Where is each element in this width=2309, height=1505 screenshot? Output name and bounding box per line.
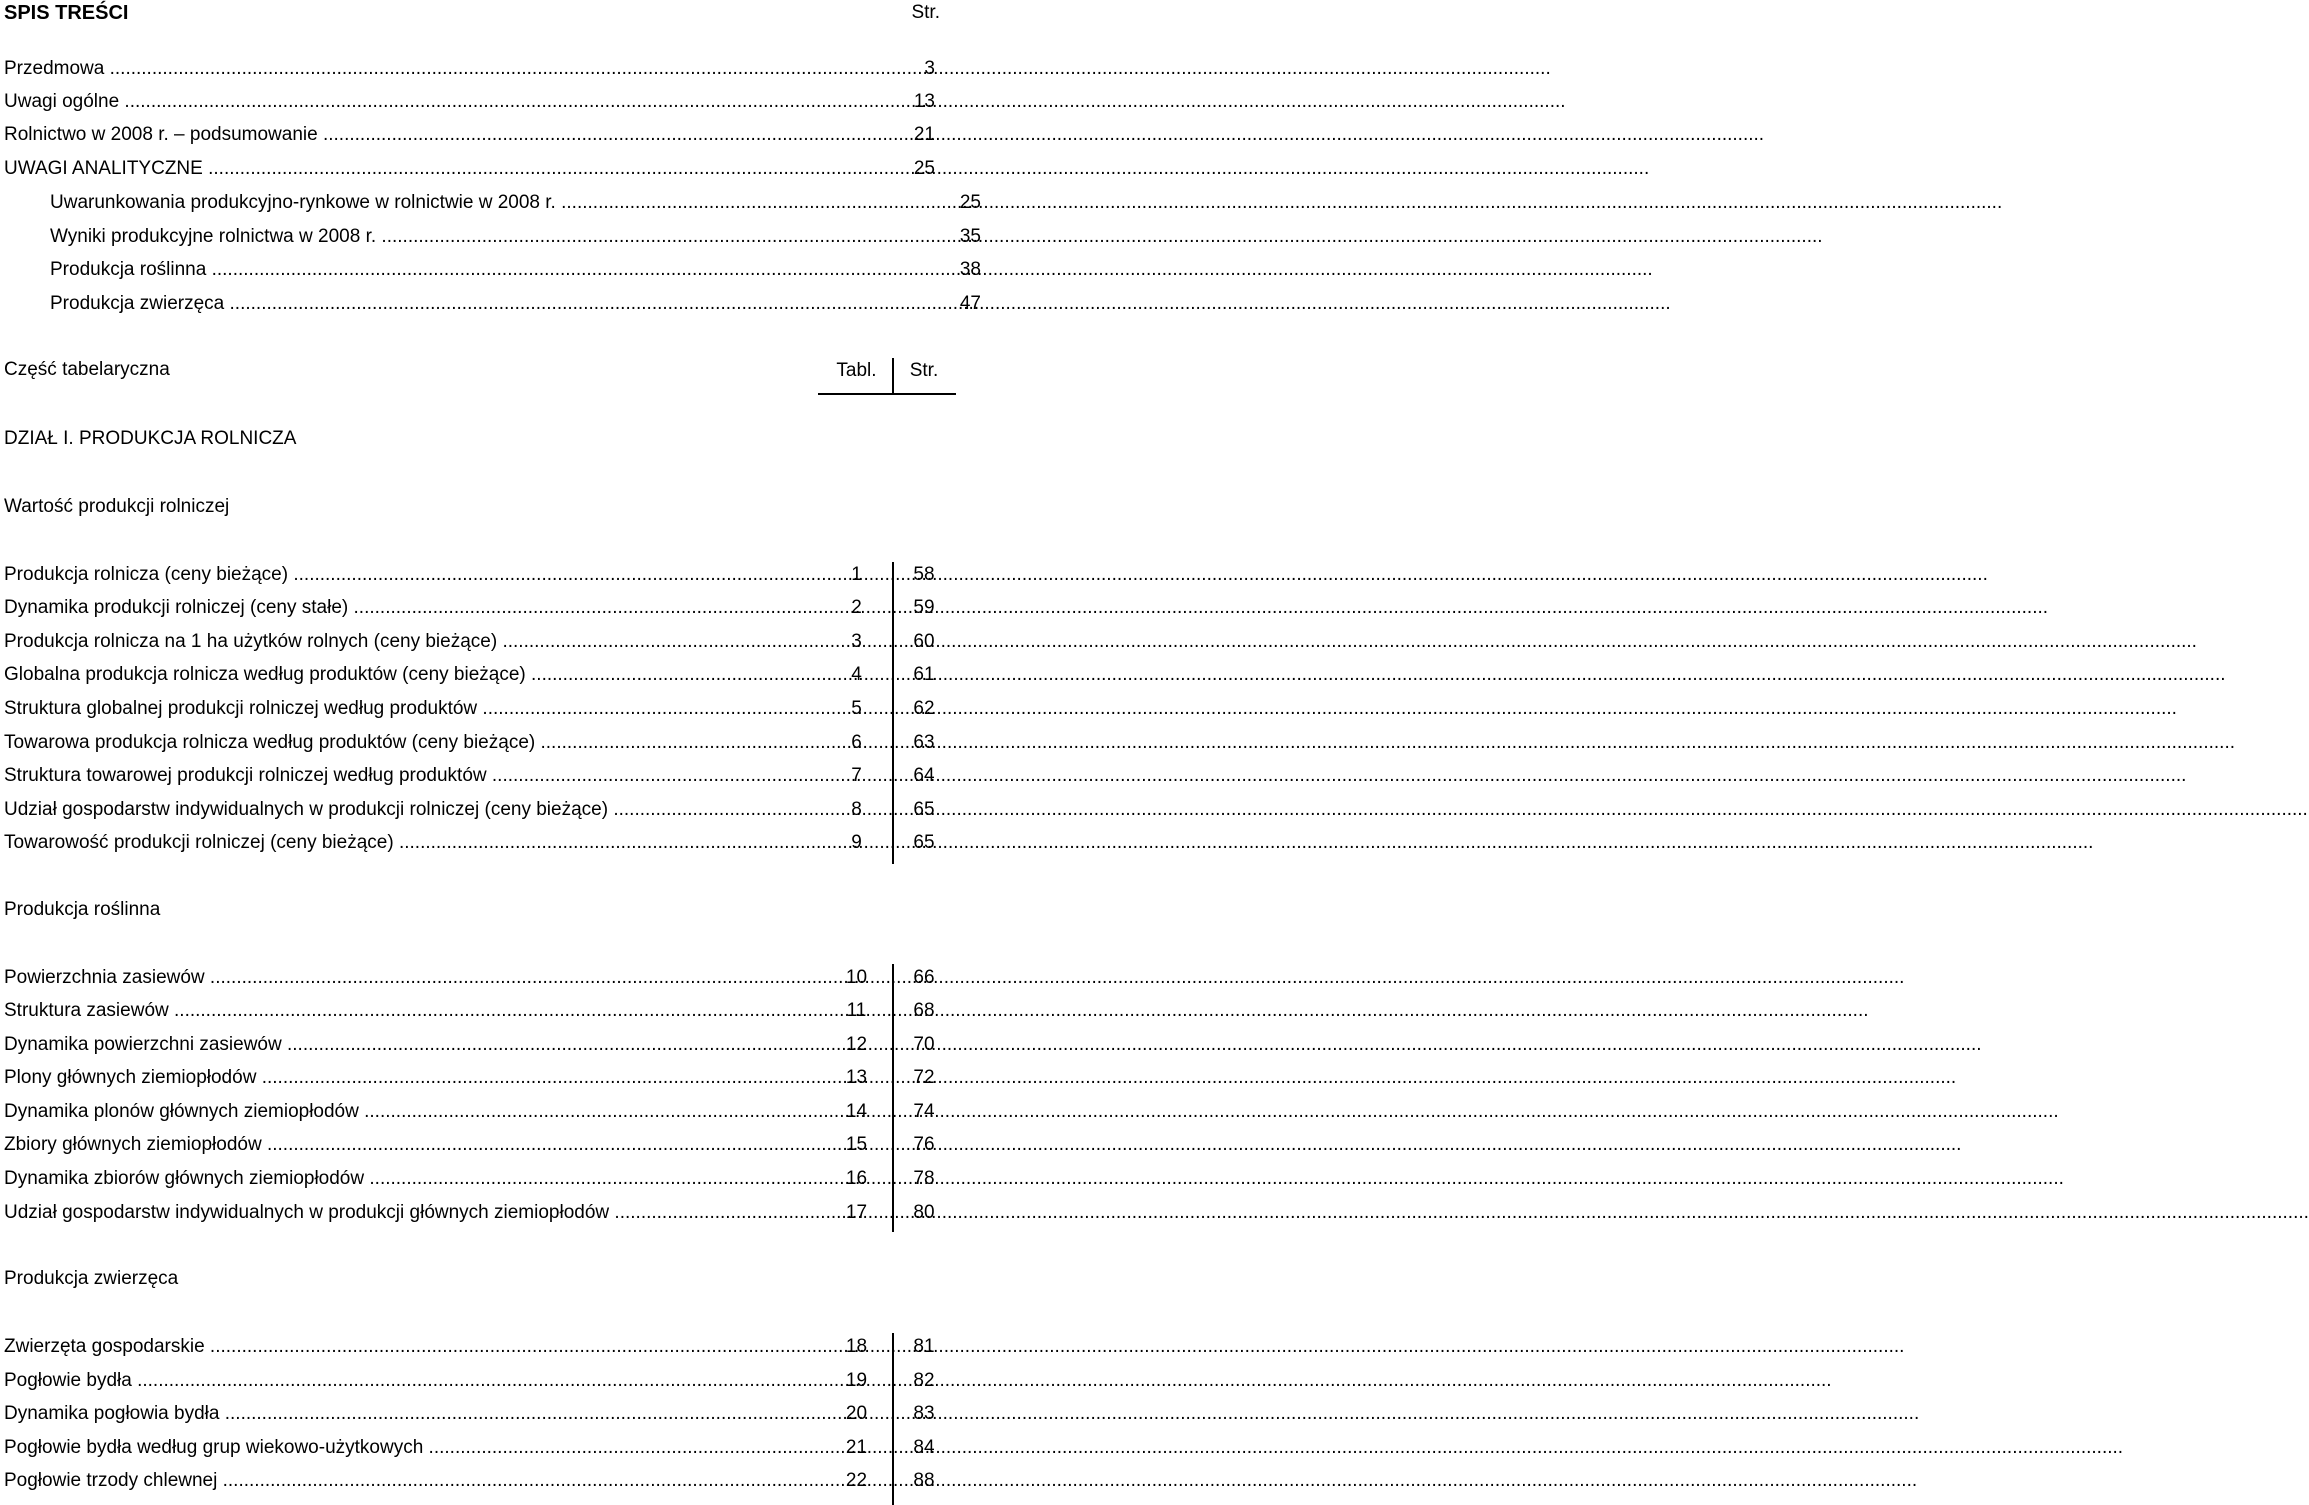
row-page: 72 [913, 1067, 935, 1088]
row-table-number: 7 [851, 765, 862, 786]
row-label: Towarowość produkcji rolniczej (ceny bieżące) ..... [4, 830, 810, 856]
row-label: Towarowa produkcja rolnicza według produktów (ceny bieżące) ..... [4, 730, 810, 756]
table-row[interactable] [4, 1032, 956, 1058]
row-table-number: 21 [845, 1437, 868, 1458]
division-heading: DZIAŁ I. PRODUKCJA ROLNICZA [4, 428, 297, 449]
row-label: Pogłowie bydła według grup wiekowo-użytkowych ..... [4, 1435, 810, 1461]
table-row[interactable] [4, 662, 956, 688]
toc-entry[interactable] [4, 123, 935, 147]
row-table-number: 8 [851, 799, 862, 820]
table-row[interactable] [4, 763, 956, 789]
table-row[interactable] [4, 696, 956, 722]
toc-entry-label: Uwarunkowania produkcyjno-rynkowe w rolnictwie w 2008 r. ..... [50, 191, 890, 215]
row-table-number: 14 [845, 1101, 868, 1122]
row-table-number: 10 [845, 967, 868, 988]
row-page: 76 [913, 1134, 935, 1155]
row-page: 63 [913, 732, 935, 753]
row-label: Produkcja rolnicza (ceny bieżące) ..... [4, 562, 810, 588]
row-table-number: 9 [851, 832, 862, 853]
toc-entry-page: 35 [959, 226, 981, 247]
row-label: Plony głównych ziemiopłodów ..... [4, 1065, 810, 1091]
column-separator [892, 358, 894, 394]
row-table-number: 20 [845, 1403, 868, 1424]
toc-header [4, 2, 940, 30]
table-number-column-label: Tabl. [836, 360, 877, 381]
row-table-number: 3 [851, 631, 862, 652]
column-headers [0, 358, 960, 394]
toc-entry-label: UWAGI ANALITYCZNE ..... [4, 157, 894, 181]
row-table-number: 4 [851, 664, 862, 685]
table-row[interactable] [4, 1334, 956, 1360]
row-table-number: 18 [845, 1336, 868, 1357]
table-row[interactable] [4, 1368, 956, 1394]
table-row[interactable] [4, 1200, 956, 1226]
group-heading: Produkcja roślinna [4, 899, 161, 920]
row-label: Dynamika powierzchni zasiewów ..... [4, 1032, 810, 1058]
row-page: 61 [913, 664, 935, 685]
row-table-number: 13 [845, 1067, 868, 1088]
table-row[interactable] [4, 965, 956, 991]
toc-title: SPIS TREŚCI [4, 2, 129, 24]
toc-entry-label: Wyniki produkcyjne rolnictwa w 2008 r. ..... [50, 225, 890, 249]
tabular-section-title: Część tabelaryczna [4, 359, 170, 380]
toc-entry[interactable] [50, 191, 981, 215]
toc-entry-page: 13 [913, 91, 935, 112]
row-label: Dynamika plonów głównych ziemiopłodów ..... [4, 1099, 810, 1125]
group-heading: Produkcja zwierzęca [4, 1268, 179, 1289]
row-page: 65 [913, 832, 935, 853]
row-table-number: 1 [851, 564, 862, 585]
row-page: 70 [913, 1034, 935, 1055]
row-table-number: 15 [845, 1134, 868, 1155]
table-row[interactable] [4, 1132, 956, 1158]
row-page: 88 [913, 1470, 935, 1491]
row-label: Struktura towarowej produkcji rolniczej według produktów ..... [4, 763, 810, 789]
row-table-number: 22 [845, 1470, 868, 1491]
header-underline [818, 393, 956, 395]
row-label: Produkcja rolnicza na 1 ha użytków rolnych (ceny bieżące) ..... [4, 629, 810, 655]
row-page: 78 [913, 1168, 935, 1189]
document-page [0, 0, 981, 1505]
table-row[interactable] [4, 1099, 956, 1125]
toc-entry-label: Produkcja roślinna ..... [50, 258, 890, 282]
page-column-label: Str. [909, 360, 939, 381]
row-page: 84 [913, 1437, 935, 1458]
toc-entry[interactable] [4, 157, 935, 181]
row-label: Udział gospodarstw indywidualnych w produkcji głównych ziemiopłodów ..... [4, 1200, 810, 1226]
row-page: 74 [913, 1101, 935, 1122]
toc-entry-page: 38 [959, 259, 981, 280]
row-table-number: 5 [851, 698, 862, 719]
table-row[interactable] [4, 830, 956, 856]
toc-entry-page: 25 [913, 158, 935, 179]
table-row[interactable] [4, 595, 956, 621]
row-label: Dynamika produkcji rolniczej (ceny stałe) ..... [4, 595, 810, 621]
row-label: Dynamika zbiorów głównych ziemiopłodów ..... [4, 1166, 810, 1192]
row-table-number: 11 [846, 1000, 867, 1021]
toc-entry-label: Przedmowa ..... [4, 57, 894, 81]
row-table-number: 12 [845, 1034, 868, 1055]
toc-entry-page: 3 [924, 58, 935, 79]
group-heading: Wartość produkcji rolniczej [4, 496, 230, 517]
row-page: 80 [913, 1202, 935, 1223]
toc-entry-page: 25 [959, 192, 981, 213]
row-page: 66 [913, 967, 935, 988]
row-label: Zbiory głównych ziemiopłodów ..... [4, 1132, 810, 1158]
toc-entry-page: 47 [959, 293, 981, 314]
row-page: 82 [913, 1370, 935, 1391]
table-row[interactable] [4, 1401, 956, 1427]
table-row[interactable] [4, 1468, 956, 1494]
toc-entry-page: 21 [913, 124, 935, 145]
row-page: 58 [913, 564, 935, 585]
row-page: 81 [913, 1336, 935, 1357]
table-row[interactable] [4, 629, 956, 655]
toc-entry-label: Uwagi ogólne ..... [4, 90, 894, 114]
row-label: Powierzchnia zasiewów ..... [4, 965, 810, 991]
table-row[interactable] [4, 1435, 956, 1461]
toc-entry-label: Produkcja zwierzęca ..... [50, 292, 890, 316]
row-page: 59 [913, 597, 935, 618]
table-row[interactable] [4, 797, 956, 823]
row-page: 60 [913, 631, 935, 652]
row-label: Zwierzęta gospodarskie ..... [4, 1334, 810, 1360]
row-label: Pogłowie bydła ..... [4, 1368, 810, 1394]
toc-entry[interactable] [50, 225, 981, 249]
table-row[interactable] [4, 562, 956, 588]
row-label: Struktura zasiewów ..... [4, 998, 810, 1024]
row-page: 83 [913, 1403, 935, 1424]
table-row[interactable] [4, 1065, 956, 1091]
row-table-number: 17 [845, 1202, 868, 1223]
row-label: Globalna produkcja rolnicza według produktów (ceny bieżące) ..... [4, 662, 810, 688]
table-row[interactable] [4, 998, 956, 1024]
toc-entry[interactable] [4, 57, 935, 81]
row-page: 62 [913, 698, 935, 719]
toc-entry[interactable] [4, 90, 935, 114]
row-table-number: 16 [845, 1168, 868, 1189]
row-table-number: 2 [851, 597, 862, 618]
row-page: 68 [913, 1000, 935, 1021]
toc-entry-label: Rolnictwo w 2008 r. – podsumowanie ..... [4, 123, 894, 147]
row-label: Dynamika pogłowia bydła ..... [4, 1401, 810, 1427]
row-table-number: 19 [845, 1370, 868, 1391]
toc-page-column-label: Str. [911, 2, 940, 23]
row-label: Pogłowie trzody chlewnej ..... [4, 1468, 810, 1494]
toc-entry[interactable] [50, 292, 981, 316]
row-label: Struktura globalnej produkcji rolniczej według produktów ..... [4, 696, 810, 722]
table-row[interactable] [4, 1166, 956, 1192]
row-page: 65 [913, 799, 935, 820]
row-label: Udział gospodarstw indywidualnych w produkcji rolniczej (ceny bieżące) ..... [4, 797, 810, 823]
row-table-number: 6 [851, 732, 862, 753]
toc-entry[interactable] [50, 258, 981, 282]
row-page: 64 [913, 765, 935, 786]
table-row[interactable] [4, 730, 956, 756]
